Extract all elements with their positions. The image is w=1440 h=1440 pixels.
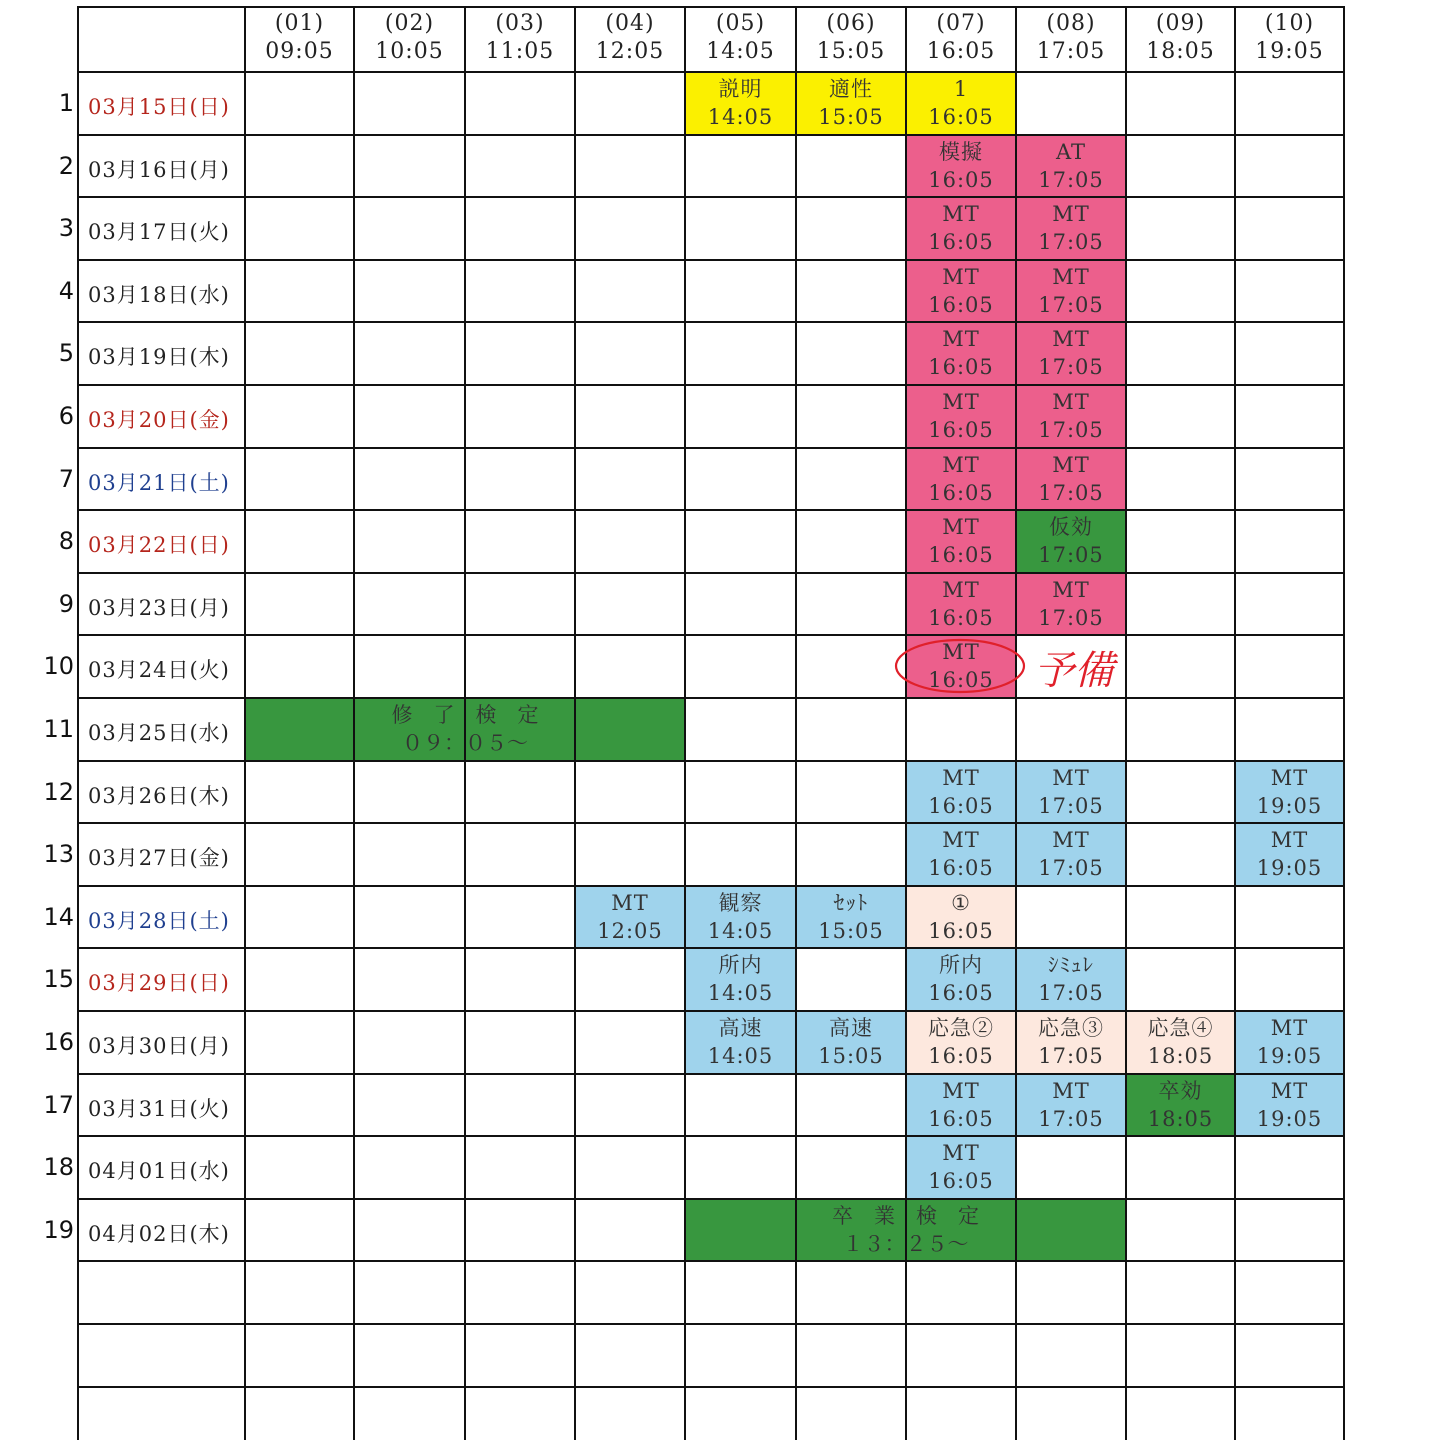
- grid-line-h: [78, 760, 1344, 762]
- row-date: 04月01日(水): [88, 1159, 230, 1184]
- column-time: 11:05: [485, 39, 555, 64]
- column-header: [1016, 10, 1126, 70]
- row-date: 03月18日(水): [88, 282, 230, 307]
- event-cell: [906, 1139, 1016, 1195]
- event-cell: [906, 263, 1016, 319]
- event-time: 16:05: [928, 230, 994, 255]
- column-time: 16:05: [926, 39, 996, 64]
- row-date: 03月27日(金): [88, 846, 230, 871]
- event-time: 16:05: [928, 856, 994, 881]
- row-date: 03月23日(月): [88, 595, 230, 620]
- event-label: 仮効: [1049, 515, 1093, 540]
- event-label: 所内: [939, 953, 983, 978]
- event-label: MT: [942, 390, 980, 414]
- event-cell: [796, 1014, 906, 1070]
- grid-line-h: [78, 71, 1344, 73]
- row-date: 03月21日(土): [88, 470, 230, 495]
- row-number: 7: [58, 464, 74, 493]
- event-label: MT: [1270, 828, 1309, 853]
- event-cell: [1016, 513, 1126, 569]
- event-time: 15:05: [818, 1044, 884, 1068]
- event-cell: [685, 75, 796, 131]
- row-date: 03月17日(火): [88, 220, 230, 245]
- event-label: MT: [942, 1141, 980, 1166]
- event-label: MT: [1052, 452, 1090, 477]
- event-cell: [1126, 1077, 1235, 1133]
- event-label: 観察: [718, 890, 763, 915]
- row-number: 2: [58, 151, 74, 180]
- event-cell: [906, 513, 1016, 569]
- grid-line-v: [77, 6, 79, 1440]
- row-date: 03月28日(土): [88, 908, 230, 933]
- exam-cell: [245, 701, 685, 757]
- event-label: MT: [1052, 327, 1090, 352]
- event-cell: [906, 889, 1016, 945]
- row-date: 03月29日(日): [88, 971, 230, 996]
- column-number: (07): [936, 11, 986, 36]
- row-date: 03月22日(日): [88, 533, 230, 558]
- row-date: 03月31日(火): [88, 1096, 230, 1121]
- row-number: 15: [43, 965, 74, 994]
- row-number: 6: [58, 402, 74, 430]
- event-time: 16:05: [928, 1044, 994, 1068]
- event-cell: [575, 889, 685, 945]
- event-cell: [906, 200, 1016, 256]
- event-label: MT: [942, 1078, 980, 1103]
- event-label: MT: [1052, 390, 1090, 414]
- grid-line-h: [78, 634, 1344, 636]
- column-time: 19:05: [1255, 39, 1324, 64]
- event-cell: [906, 951, 1016, 1007]
- grid-line-h: [78, 885, 1344, 887]
- event-cell: [1235, 1014, 1344, 1070]
- grid-line-h: [78, 1260, 1344, 1262]
- exam-time: １３：２５～: [842, 1231, 969, 1256]
- event-cell: [1016, 138, 1126, 194]
- event-time: 19:05: [1256, 1044, 1323, 1068]
- event-time: 18:05: [1147, 1106, 1214, 1131]
- event-cell: [796, 889, 906, 945]
- event-time: 16:05: [928, 668, 994, 693]
- grid-line-h: [78, 509, 1344, 511]
- event-cell: [1235, 826, 1344, 882]
- row-number: 13: [43, 840, 74, 869]
- grid-line-h: [78, 572, 1344, 574]
- event-cell: [906, 576, 1016, 632]
- event-time: 16:05: [928, 981, 994, 1006]
- event-time: 16:05: [928, 480, 994, 505]
- event-time: 16:05: [928, 1169, 994, 1194]
- event-time: 16:05: [928, 355, 994, 380]
- event-cell: [1016, 764, 1126, 820]
- grid-line-h: [78, 384, 1344, 386]
- row-date: 04月02日(木): [88, 1221, 230, 1246]
- row-date: 03月15日(日): [88, 95, 230, 119]
- row-date: 03月25日(水): [88, 721, 230, 745]
- event-time: 19:05: [1256, 856, 1323, 881]
- event-cell: [906, 388, 1016, 444]
- column-time: 17:05: [1036, 39, 1106, 64]
- row-number: 19: [43, 1215, 74, 1244]
- event-time: 14:05: [707, 918, 774, 943]
- event-time: 17:05: [1038, 167, 1104, 192]
- grid-line-h: [78, 259, 1344, 261]
- event-label: MT: [942, 327, 980, 352]
- event-label: MT: [1270, 1016, 1309, 1040]
- event-time: 16:05: [928, 418, 994, 442]
- row-date: 03月24日(火): [88, 658, 230, 683]
- event-time: 16:05: [928, 105, 994, 129]
- column-header: [575, 10, 685, 70]
- event-time: 17:05: [1038, 1106, 1104, 1131]
- event-time: 17:05: [1038, 480, 1104, 505]
- event-cell: [1016, 826, 1126, 882]
- event-label: 応急②: [928, 1016, 994, 1040]
- event-label: MT: [1270, 765, 1309, 790]
- grid-line-h: [78, 697, 1344, 699]
- grid-line-v: [1343, 6, 1345, 1440]
- exam-label: 修 了 検 定: [391, 703, 539, 727]
- event-cell: [906, 75, 1016, 131]
- event-time: 17:05: [1038, 605, 1104, 630]
- row-number: 3: [58, 214, 74, 243]
- grid-line-h: [78, 822, 1344, 824]
- event-time: 16:05: [928, 918, 994, 943]
- column-time: 10:05: [375, 39, 444, 64]
- grid-line-h: [78, 447, 1344, 449]
- event-label: ｾｯﾄ: [833, 890, 869, 915]
- column-number: (03): [495, 11, 545, 36]
- exam-label: 卒 業 検 定: [832, 1203, 979, 1228]
- event-time: 17:05: [1038, 418, 1104, 442]
- row-number: 9: [58, 589, 74, 618]
- column-header: [245, 10, 354, 70]
- row-date: 03月30日(月): [88, 1034, 230, 1058]
- event-label: MT: [942, 452, 980, 477]
- column-header: [465, 10, 575, 70]
- column-header: [354, 10, 465, 70]
- event-time: 19:05: [1256, 793, 1323, 818]
- column-number: (08): [1046, 11, 1096, 36]
- event-label: MT: [942, 640, 980, 665]
- row-number: 5: [58, 339, 74, 368]
- event-cell: [906, 826, 1016, 882]
- column-number: (04): [605, 11, 655, 36]
- event-cell: [906, 451, 1016, 507]
- event-label: MT: [942, 577, 980, 602]
- row-number: 10: [43, 652, 74, 681]
- event-time: 17:05: [1038, 793, 1104, 818]
- event-time: 17:05: [1038, 230, 1104, 255]
- row-number: 12: [43, 777, 74, 806]
- event-cell: [906, 138, 1016, 194]
- event-label: 模擬: [939, 139, 983, 164]
- exam-time: ０９：０５～: [402, 731, 528, 755]
- column-time: 15:05: [816, 39, 886, 64]
- event-label: MT: [942, 828, 980, 853]
- event-time: 15:05: [818, 105, 884, 129]
- column-number: (10): [1264, 11, 1315, 36]
- event-cell: [1126, 1014, 1235, 1070]
- event-time: 16:05: [928, 605, 994, 630]
- event-cell: [796, 75, 906, 131]
- event-time: 16:05: [928, 1106, 994, 1131]
- row-number: 16: [43, 1028, 74, 1056]
- column-time: 09:05: [265, 39, 334, 64]
- event-time: 16:05: [928, 292, 994, 317]
- event-time: 17:05: [1038, 1044, 1104, 1068]
- event-time: 17:05: [1038, 292, 1104, 317]
- event-cell: [906, 325, 1016, 381]
- column-number: (05): [715, 11, 766, 36]
- event-label: 高速: [829, 1016, 873, 1040]
- event-cell: [1016, 451, 1126, 507]
- column-header: [1126, 10, 1235, 70]
- event-time: 17:05: [1038, 355, 1104, 380]
- column-number: (06): [826, 11, 876, 36]
- column-number: (09): [1155, 11, 1206, 36]
- row-number: 4: [58, 276, 74, 305]
- column-time: 18:05: [1146, 39, 1215, 64]
- event-time: 17:05: [1038, 856, 1104, 881]
- event-label: MT: [1270, 1078, 1309, 1103]
- event-cell: [1235, 1077, 1344, 1133]
- event-time: 16:05: [928, 793, 994, 818]
- event-cell: [906, 1014, 1016, 1070]
- column-header: [1235, 10, 1344, 70]
- event-cell: [1235, 764, 1344, 820]
- grid-line-h: [78, 1010, 1344, 1012]
- event-time: 17:05: [1038, 543, 1104, 568]
- event-label: ｼﾐｭﾚ: [1048, 953, 1094, 978]
- column-header: [906, 10, 1016, 70]
- exam-cell: [685, 1202, 1126, 1258]
- grid-line-h: [78, 1135, 1344, 1137]
- row-number: 11: [43, 715, 74, 743]
- event-cell: [685, 951, 796, 1007]
- row-date: 03月26日(木): [88, 783, 230, 808]
- column-time: 14:05: [706, 39, 775, 64]
- row-number: 14: [43, 902, 74, 931]
- event-label: MT: [1052, 1078, 1090, 1103]
- column-number: (01): [274, 11, 325, 36]
- grid-line-h: [78, 321, 1344, 323]
- event-label: MT: [942, 515, 980, 540]
- event-label: MT: [942, 765, 980, 790]
- event-time: 17:05: [1038, 981, 1104, 1006]
- event-time: 19:05: [1256, 1106, 1323, 1131]
- event-time: 12:05: [597, 918, 663, 943]
- row-number: 8: [58, 527, 74, 556]
- row-date: 03月16日(月): [88, 157, 230, 182]
- event-cell: [1016, 1014, 1126, 1070]
- event-label: MT: [1052, 828, 1090, 853]
- grid-line-h: [78, 6, 1344, 8]
- grid-line-h: [78, 196, 1344, 198]
- event-time: 15:05: [818, 918, 884, 943]
- row-date: 03月20日(金): [88, 408, 230, 432]
- event-label: 応急④: [1147, 1016, 1214, 1040]
- event-label: AT: [1055, 139, 1087, 164]
- event-label: 説明: [718, 77, 763, 101]
- event-label: MT: [942, 202, 980, 227]
- event-time: 16:05: [928, 167, 994, 192]
- event-cell: [1016, 951, 1126, 1007]
- event-cell: [906, 764, 1016, 820]
- event-label: MT: [1052, 765, 1090, 790]
- event-cell: [685, 889, 796, 945]
- event-cell: [1016, 200, 1126, 256]
- event-cell: [1016, 1077, 1126, 1133]
- event-label: 卒効: [1158, 1078, 1203, 1103]
- event-label: 1: [953, 77, 969, 101]
- column-time: 12:05: [595, 39, 665, 64]
- handwritten-note-text: 予備: [1034, 648, 1114, 694]
- event-time: 14:05: [707, 981, 774, 1006]
- event-label: MT: [1052, 264, 1090, 289]
- event-time: 14:05: [707, 105, 774, 129]
- column-number: (02): [384, 11, 435, 36]
- grid-line-h: [78, 1386, 1344, 1388]
- event-cell: [906, 638, 1016, 694]
- event-label: 適性: [829, 77, 873, 101]
- event-time: 18:05: [1147, 1044, 1214, 1068]
- event-time: 16:05: [928, 543, 994, 568]
- event-label: 高速: [718, 1016, 763, 1040]
- row-number: 18: [43, 1153, 74, 1182]
- event-label: MT: [1052, 202, 1090, 227]
- grid-line-v: [1234, 6, 1236, 1440]
- event-cell: [906, 1077, 1016, 1133]
- row-date: 03月19日(木): [88, 345, 230, 370]
- row-number: 1: [58, 89, 74, 117]
- event-cell: [685, 1014, 796, 1070]
- event-label: MT: [611, 890, 649, 915]
- grid-line-h: [78, 134, 1344, 136]
- event-cell: [1016, 388, 1126, 444]
- event-label: 所内: [718, 953, 763, 978]
- row-number: 17: [43, 1090, 74, 1119]
- event-label: 応急③: [1038, 1016, 1104, 1040]
- column-header: [796, 10, 906, 70]
- grid-line-h: [78, 947, 1344, 949]
- event-label: MT: [942, 264, 980, 289]
- grid-line-h: [78, 1323, 1344, 1325]
- event-time: 14:05: [707, 1044, 774, 1068]
- grid-line-h: [78, 1198, 1344, 1200]
- grid-line-h: [78, 1073, 1344, 1075]
- event-label: MT: [1052, 577, 1090, 602]
- event-cell: [1016, 325, 1126, 381]
- event-cell: [1016, 576, 1126, 632]
- event-cell: [1016, 263, 1126, 319]
- column-header: [685, 10, 796, 70]
- event-label: ①: [951, 890, 971, 915]
